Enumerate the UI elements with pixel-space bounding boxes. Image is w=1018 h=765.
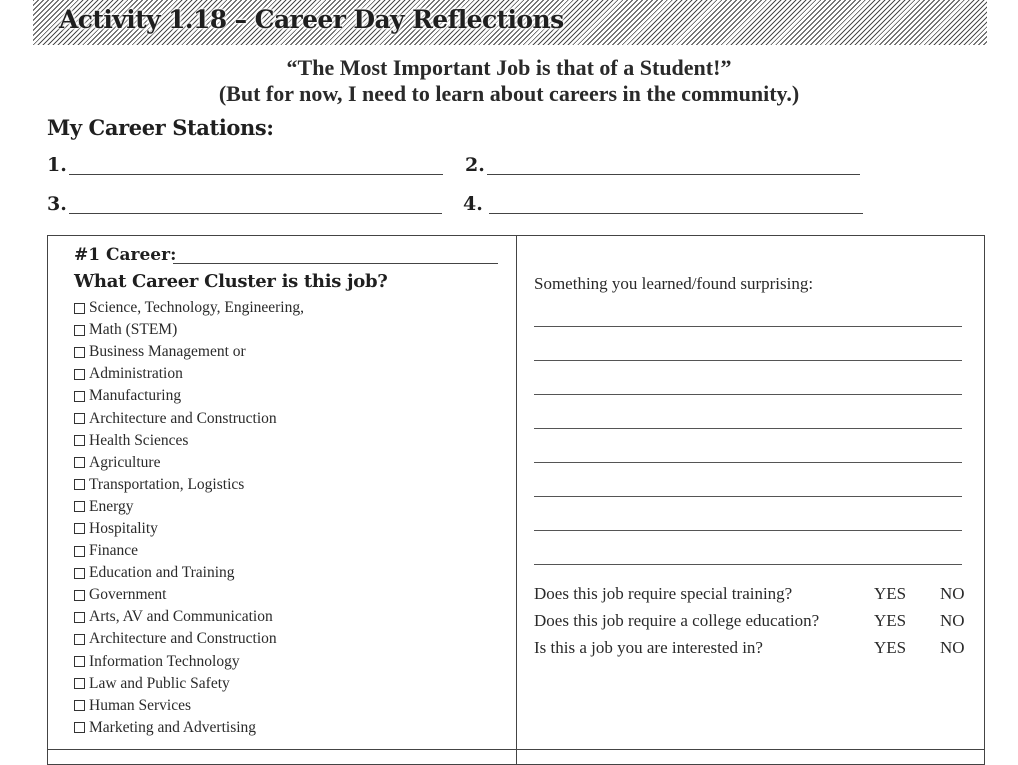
no-option[interactable]: NO — [940, 611, 965, 630]
quote-line-2: (But for now, I need to learn about careers in the community.) — [218, 81, 800, 106]
cluster-option[interactable] — [74, 540, 304, 562]
checkbox[interactable] — [74, 413, 85, 424]
station-number-2: 2. — [465, 154, 485, 176]
cluster-option[interactable] — [74, 385, 304, 407]
cluster-option[interactable] — [74, 363, 304, 385]
cluster-option[interactable] — [74, 518, 304, 540]
station-3-line[interactable] — [69, 213, 442, 214]
checkbox[interactable] — [74, 369, 85, 380]
writing-line[interactable] — [534, 360, 962, 361]
writing-line[interactable] — [534, 462, 962, 463]
cluster-option-label: Manufacturing — [89, 387, 182, 405]
cluster-option[interactable] — [74, 297, 304, 319]
cluster-option[interactable] — [74, 430, 304, 452]
cluster-option[interactable] — [74, 474, 304, 496]
cluster-option-label: Marketing and Advertising — [89, 718, 257, 736]
checkbox[interactable] — [74, 435, 85, 446]
cluster-option-label: Arts, AV and Communication — [89, 608, 273, 626]
checkbox[interactable] — [74, 700, 85, 711]
cluster-option-label: Education and Training — [89, 564, 235, 582]
checkbox[interactable] — [74, 722, 85, 733]
question-text: Does this job require special training? — [534, 584, 793, 603]
cluster-option[interactable] — [74, 562, 304, 584]
career-label: #1 Career: — [74, 245, 177, 265]
cluster-option-label: Agriculture — [89, 453, 161, 471]
checkbox[interactable] — [74, 325, 85, 336]
writing-line[interactable] — [534, 326, 962, 327]
cluster-option[interactable] — [74, 341, 304, 363]
card-bottom-rule — [47, 749, 985, 750]
checkbox[interactable] — [74, 546, 85, 557]
cluster-option-label: Hospitality — [89, 519, 158, 537]
checkbox[interactable] — [74, 612, 85, 623]
station-number-3: 3. — [47, 193, 67, 215]
writing-line[interactable] — [534, 428, 962, 429]
cluster-option-label: Math (STEM) — [89, 321, 178, 339]
writing-line[interactable] — [534, 496, 962, 497]
cluster-option-label: Business Management or — [89, 343, 246, 361]
cluster-option-label: Energy — [89, 497, 134, 515]
checkbox[interactable] — [74, 303, 85, 314]
question-text: Does this job require a college education? — [534, 611, 820, 630]
checkbox[interactable] — [74, 634, 85, 645]
cluster-option[interactable] — [74, 452, 304, 474]
cluster-option-label: Architecture and Construction — [89, 409, 277, 427]
quote-line-1: “The Most Important Job is that of a Student!” — [286, 55, 732, 80]
writing-line[interactable] — [534, 564, 962, 565]
checkbox[interactable] — [74, 501, 85, 512]
cluster-option[interactable] — [74, 584, 304, 606]
cluster-option-label: Information Technology — [89, 652, 240, 670]
cluster-option-label: Finance — [89, 542, 139, 560]
cluster-option[interactable] — [74, 319, 304, 341]
writing-line[interactable] — [534, 530, 962, 531]
cluster-option[interactable] — [74, 606, 304, 628]
cluster-option-label: Government — [89, 586, 167, 604]
cluster-option[interactable] — [74, 695, 304, 717]
cluster-option-label: Administration — [89, 365, 183, 383]
station-1-line[interactable] — [69, 174, 443, 175]
career-name-line[interactable] — [173, 263, 498, 264]
yes-option[interactable]: YES — [874, 611, 907, 630]
cluster-option-label: Architecture and Construction — [89, 630, 277, 648]
cluster-option-label: Transportation, Logistics — [89, 475, 245, 493]
checkbox[interactable] — [74, 590, 85, 601]
no-option[interactable]: NO — [940, 584, 965, 603]
card-divider — [516, 235, 517, 765]
cluster-option[interactable] — [74, 651, 304, 673]
question-text: Is this a job you are interested in? — [534, 638, 763, 657]
cluster-option-label: Human Services — [89, 696, 192, 714]
cluster-option[interactable] — [74, 673, 304, 695]
cluster-option[interactable] — [74, 717, 304, 739]
station-number-1: 1. — [47, 154, 67, 176]
cluster-option-label: Science, Technology, Engineering, — [89, 299, 304, 317]
activity-title: Activity 1.18 – Career Day Reflections — [59, 5, 564, 34]
cluster-option-label: Law and Public Safety — [89, 674, 230, 692]
surprise-label: Something you learned/found surprising: — [534, 274, 814, 293]
writing-line[interactable] — [534, 394, 962, 395]
cluster-option[interactable] — [74, 628, 304, 650]
cluster-option-label: Health Sciences — [89, 431, 189, 449]
cluster-question: What Career Cluster is this job? — [74, 271, 388, 292]
cluster-option[interactable] — [74, 407, 304, 429]
checkbox[interactable] — [74, 347, 85, 358]
no-option[interactable]: NO — [940, 638, 965, 657]
checkbox[interactable] — [74, 656, 85, 667]
checkbox[interactable] — [74, 457, 85, 468]
station-4-line[interactable] — [489, 213, 863, 214]
checkbox[interactable] — [74, 568, 85, 579]
career-stations-title: My Career Stations: — [47, 115, 274, 140]
checkbox[interactable] — [74, 391, 85, 402]
yes-option[interactable]: YES — [874, 638, 907, 657]
station-2-line[interactable] — [487, 174, 860, 175]
checkbox[interactable] — [74, 678, 85, 689]
yes-option[interactable]: YES — [874, 584, 907, 603]
checkbox[interactable] — [74, 479, 85, 490]
cluster-options — [74, 297, 304, 739]
checkbox[interactable] — [74, 523, 85, 534]
cluster-option[interactable] — [74, 496, 304, 518]
station-number-4: 4. — [463, 193, 483, 215]
